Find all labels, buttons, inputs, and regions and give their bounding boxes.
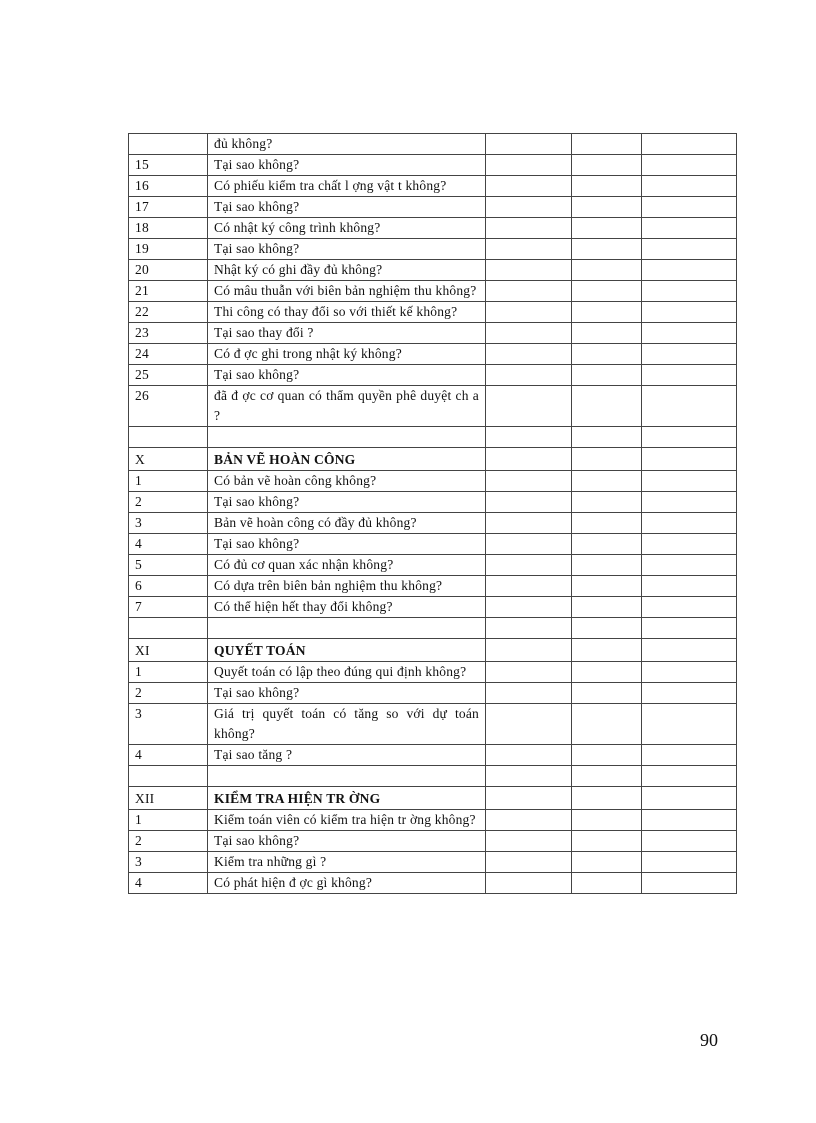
- item-number: 26: [129, 386, 208, 427]
- audit-checklist-table: [128, 133, 737, 894]
- question-text: Có đủ cơ quan xác nhận không?: [208, 555, 486, 576]
- question-text: Tại sao không?: [208, 492, 486, 513]
- answer-cell-1: [486, 873, 572, 894]
- answer-cell-2: [572, 239, 642, 260]
- item-number: 25: [129, 365, 208, 386]
- item-number: [129, 427, 208, 448]
- answer-cell-1: [486, 302, 572, 323]
- section-title: BẢN VẼ HOÀN CÔNG: [208, 448, 486, 471]
- item-number: 19: [129, 239, 208, 260]
- answer-cell-2: [572, 492, 642, 513]
- answer-cell-2: [572, 365, 642, 386]
- table-row: [129, 134, 737, 155]
- table-row: [129, 534, 737, 555]
- answer-cell-1: [486, 365, 572, 386]
- table-row: [129, 662, 737, 683]
- answer-cell-2: [572, 471, 642, 492]
- answer-cell-3: [642, 704, 737, 745]
- answer-cell-2: [572, 218, 642, 239]
- answer-cell-2: [572, 427, 642, 448]
- answer-cell-2: [572, 766, 642, 787]
- item-number: 24: [129, 344, 208, 365]
- table-row: [129, 492, 737, 513]
- item-number: 2: [129, 492, 208, 513]
- item-number: 6: [129, 576, 208, 597]
- table-row: [129, 704, 737, 745]
- question-text: Có bản vẽ hoàn công không?: [208, 471, 486, 492]
- answer-cell-3: [642, 618, 737, 639]
- answer-cell-1: [486, 787, 572, 810]
- answer-cell-1: [486, 852, 572, 873]
- answer-cell-1: [486, 745, 572, 766]
- answer-cell-3: [642, 873, 737, 894]
- answer-cell-2: [572, 386, 642, 427]
- section-header-row: [129, 787, 737, 810]
- answer-cell-3: [642, 576, 737, 597]
- answer-cell-1: [486, 662, 572, 683]
- item-number: [129, 618, 208, 639]
- item-number: 21: [129, 281, 208, 302]
- answer-cell-1: [486, 281, 572, 302]
- answer-cell-2: [572, 810, 642, 831]
- page-number: 90: [700, 1030, 718, 1050]
- answer-cell-3: [642, 155, 737, 176]
- table-row: [129, 683, 737, 704]
- answer-cell-3: [642, 471, 737, 492]
- item-number: XI: [129, 639, 208, 662]
- table-row: [129, 239, 737, 260]
- table-row: [129, 386, 737, 427]
- answer-cell-2: [572, 787, 642, 810]
- question-text: [208, 766, 486, 787]
- answer-cell-1: [486, 576, 572, 597]
- table-row: [129, 597, 737, 618]
- answer-cell-3: [642, 386, 737, 427]
- answer-cell-2: [572, 513, 642, 534]
- answer-cell-3: [642, 513, 737, 534]
- answer-cell-1: [486, 492, 572, 513]
- question-text: Bản vẽ hoàn công có đầy đủ không?: [208, 513, 486, 534]
- answer-cell-3: [642, 683, 737, 704]
- answer-cell-2: [572, 597, 642, 618]
- question-text: Có đ ợc ghi trong nhật ký không?: [208, 344, 486, 365]
- item-number: 3: [129, 704, 208, 745]
- answer-cell-3: [642, 766, 737, 787]
- answer-cell-2: [572, 176, 642, 197]
- question-text: Có mâu thuẫn với biên bản nghiệm thu không?: [208, 281, 486, 302]
- table-row: [129, 766, 737, 787]
- item-number: X: [129, 448, 208, 471]
- item-number: 4: [129, 873, 208, 894]
- item-number: 20: [129, 260, 208, 281]
- answer-cell-2: [572, 873, 642, 894]
- item-number: 4: [129, 745, 208, 766]
- table-row: [129, 873, 737, 894]
- question-text: Có phát hiện đ ợc gì không?: [208, 873, 486, 894]
- item-number: XII: [129, 787, 208, 810]
- table-row: [129, 260, 737, 281]
- table-row: [129, 618, 737, 639]
- answer-cell-1: [486, 448, 572, 471]
- answer-cell-2: [572, 662, 642, 683]
- answer-cell-2: [572, 260, 642, 281]
- question-text: đủ không?: [208, 134, 486, 155]
- answer-cell-2: [572, 852, 642, 873]
- question-text: Nhật ký có ghi đầy đủ không?: [208, 260, 486, 281]
- answer-cell-1: [486, 534, 572, 555]
- answer-cell-1: [486, 704, 572, 745]
- answer-cell-2: [572, 302, 642, 323]
- question-text: Có nhật ký công trình không?: [208, 218, 486, 239]
- answer-cell-3: [642, 534, 737, 555]
- answer-cell-3: [642, 745, 737, 766]
- answer-cell-1: [486, 618, 572, 639]
- table-row: [129, 176, 737, 197]
- answer-cell-3: [642, 323, 737, 344]
- answer-cell-3: [642, 492, 737, 513]
- question-text: Tại sao không?: [208, 197, 486, 218]
- answer-cell-2: [572, 534, 642, 555]
- item-number: 17: [129, 197, 208, 218]
- question-text: Thi công có thay đổi so với thiết kế không?: [208, 302, 486, 323]
- answer-cell-3: [642, 344, 737, 365]
- question-text: Kiểm toán viên có kiểm tra hiện tr ờng không?: [208, 810, 486, 831]
- question-text: Có thể hiện hết thay đổi không?: [208, 597, 486, 618]
- answer-cell-3: [642, 218, 737, 239]
- section-header-row: [129, 448, 737, 471]
- answer-cell-3: [642, 302, 737, 323]
- item-number: 18: [129, 218, 208, 239]
- table-row: [129, 155, 737, 176]
- answer-cell-1: [486, 427, 572, 448]
- table-row: [129, 576, 737, 597]
- answer-cell-3: [642, 852, 737, 873]
- answer-cell-1: [486, 810, 572, 831]
- answer-cell-1: [486, 513, 572, 534]
- table-row: [129, 427, 737, 448]
- question-text: Tại sao tăng ?: [208, 745, 486, 766]
- answer-cell-1: [486, 344, 572, 365]
- question-text: Quyết toán có lập theo đúng qui định không?: [208, 662, 486, 683]
- question-text: Kiểm tra những gì ?: [208, 852, 486, 873]
- table-row: [129, 471, 737, 492]
- table-row: [129, 745, 737, 766]
- answer-cell-1: [486, 597, 572, 618]
- table-row: [129, 365, 737, 386]
- answer-cell-2: [572, 323, 642, 344]
- item-number: 5: [129, 555, 208, 576]
- table-row: [129, 513, 737, 534]
- table-row: [129, 302, 737, 323]
- answer-cell-1: [486, 555, 572, 576]
- item-number: 1: [129, 810, 208, 831]
- answer-cell-3: [642, 787, 737, 810]
- question-text: Tại sao thay đổi ?: [208, 323, 486, 344]
- answer-cell-1: [486, 831, 572, 852]
- answer-cell-3: [642, 176, 737, 197]
- answer-cell-1: [486, 766, 572, 787]
- question-text: Tại sao không?: [208, 831, 486, 852]
- question-text: [208, 618, 486, 639]
- item-number: 2: [129, 683, 208, 704]
- answer-cell-3: [642, 260, 737, 281]
- answer-cell-2: [572, 555, 642, 576]
- answer-cell-2: [572, 134, 642, 155]
- answer-cell-1: [486, 683, 572, 704]
- answer-cell-3: [642, 831, 737, 852]
- table-row: [129, 810, 737, 831]
- table-row: [129, 218, 737, 239]
- answer-cell-2: [572, 448, 642, 471]
- question-text: Tại sao không?: [208, 155, 486, 176]
- item-number: 15: [129, 155, 208, 176]
- question-text: Tại sao không?: [208, 683, 486, 704]
- table-row: [129, 323, 737, 344]
- checklist-body: [129, 134, 737, 894]
- answer-cell-1: [486, 197, 572, 218]
- answer-cell-3: [642, 281, 737, 302]
- answer-cell-1: [486, 260, 572, 281]
- answer-cell-1: [486, 386, 572, 427]
- answer-cell-2: [572, 618, 642, 639]
- item-number: 1: [129, 471, 208, 492]
- answer-cell-3: [642, 365, 737, 386]
- item-number: 7: [129, 597, 208, 618]
- answer-cell-1: [486, 323, 572, 344]
- item-number: 22: [129, 302, 208, 323]
- question-text: Tại sao không?: [208, 365, 486, 386]
- item-number: 2: [129, 831, 208, 852]
- answer-cell-2: [572, 683, 642, 704]
- answer-cell-2: [572, 155, 642, 176]
- section-header-row: [129, 639, 737, 662]
- item-number: [129, 134, 208, 155]
- answer-cell-3: [642, 197, 737, 218]
- question-text: Tại sao không?: [208, 534, 486, 555]
- answer-cell-3: [642, 239, 737, 260]
- answer-cell-2: [572, 745, 642, 766]
- table-row: [129, 344, 737, 365]
- answer-cell-1: [486, 639, 572, 662]
- answer-cell-3: [642, 448, 737, 471]
- answer-cell-2: [572, 344, 642, 365]
- item-number: 1: [129, 662, 208, 683]
- answer-cell-3: [642, 597, 737, 618]
- answer-cell-3: [642, 810, 737, 831]
- question-text: đã đ ợc cơ quan có thẩm quyền phê duyệt ch a ?: [208, 386, 486, 427]
- item-number: [129, 766, 208, 787]
- answer-cell-1: [486, 176, 572, 197]
- question-text: Giá trị quyết toán có tăng so với dự toán không?: [208, 704, 486, 745]
- answer-cell-2: [572, 281, 642, 302]
- answer-cell-1: [486, 155, 572, 176]
- table-row: [129, 197, 737, 218]
- answer-cell-1: [486, 239, 572, 260]
- answer-cell-2: [572, 704, 642, 745]
- answer-cell-3: [642, 134, 737, 155]
- item-number: 4: [129, 534, 208, 555]
- answer-cell-1: [486, 471, 572, 492]
- question-text: Tại sao không?: [208, 239, 486, 260]
- answer-cell-3: [642, 555, 737, 576]
- answer-cell-3: [642, 427, 737, 448]
- answer-cell-1: [486, 134, 572, 155]
- table-row: [129, 281, 737, 302]
- item-number: 3: [129, 852, 208, 873]
- section-title: QUYẾT TOÁN: [208, 639, 486, 662]
- question-text: Có dựa trên biên bản nghiệm thu không?: [208, 576, 486, 597]
- answer-cell-2: [572, 197, 642, 218]
- answer-cell-2: [572, 639, 642, 662]
- item-number: 3: [129, 513, 208, 534]
- question-text: Có phiếu kiểm tra chất l ợng vật t không?: [208, 176, 486, 197]
- table-row: [129, 852, 737, 873]
- answer-cell-2: [572, 576, 642, 597]
- answer-cell-3: [642, 662, 737, 683]
- table-row: [129, 831, 737, 852]
- item-number: 16: [129, 176, 208, 197]
- item-number: 23: [129, 323, 208, 344]
- section-title: KIỂM TRA HIỆN TR ỜNG: [208, 787, 486, 810]
- answer-cell-3: [642, 639, 737, 662]
- table-row: [129, 555, 737, 576]
- question-text: [208, 427, 486, 448]
- answer-cell-1: [486, 218, 572, 239]
- answer-cell-2: [572, 831, 642, 852]
